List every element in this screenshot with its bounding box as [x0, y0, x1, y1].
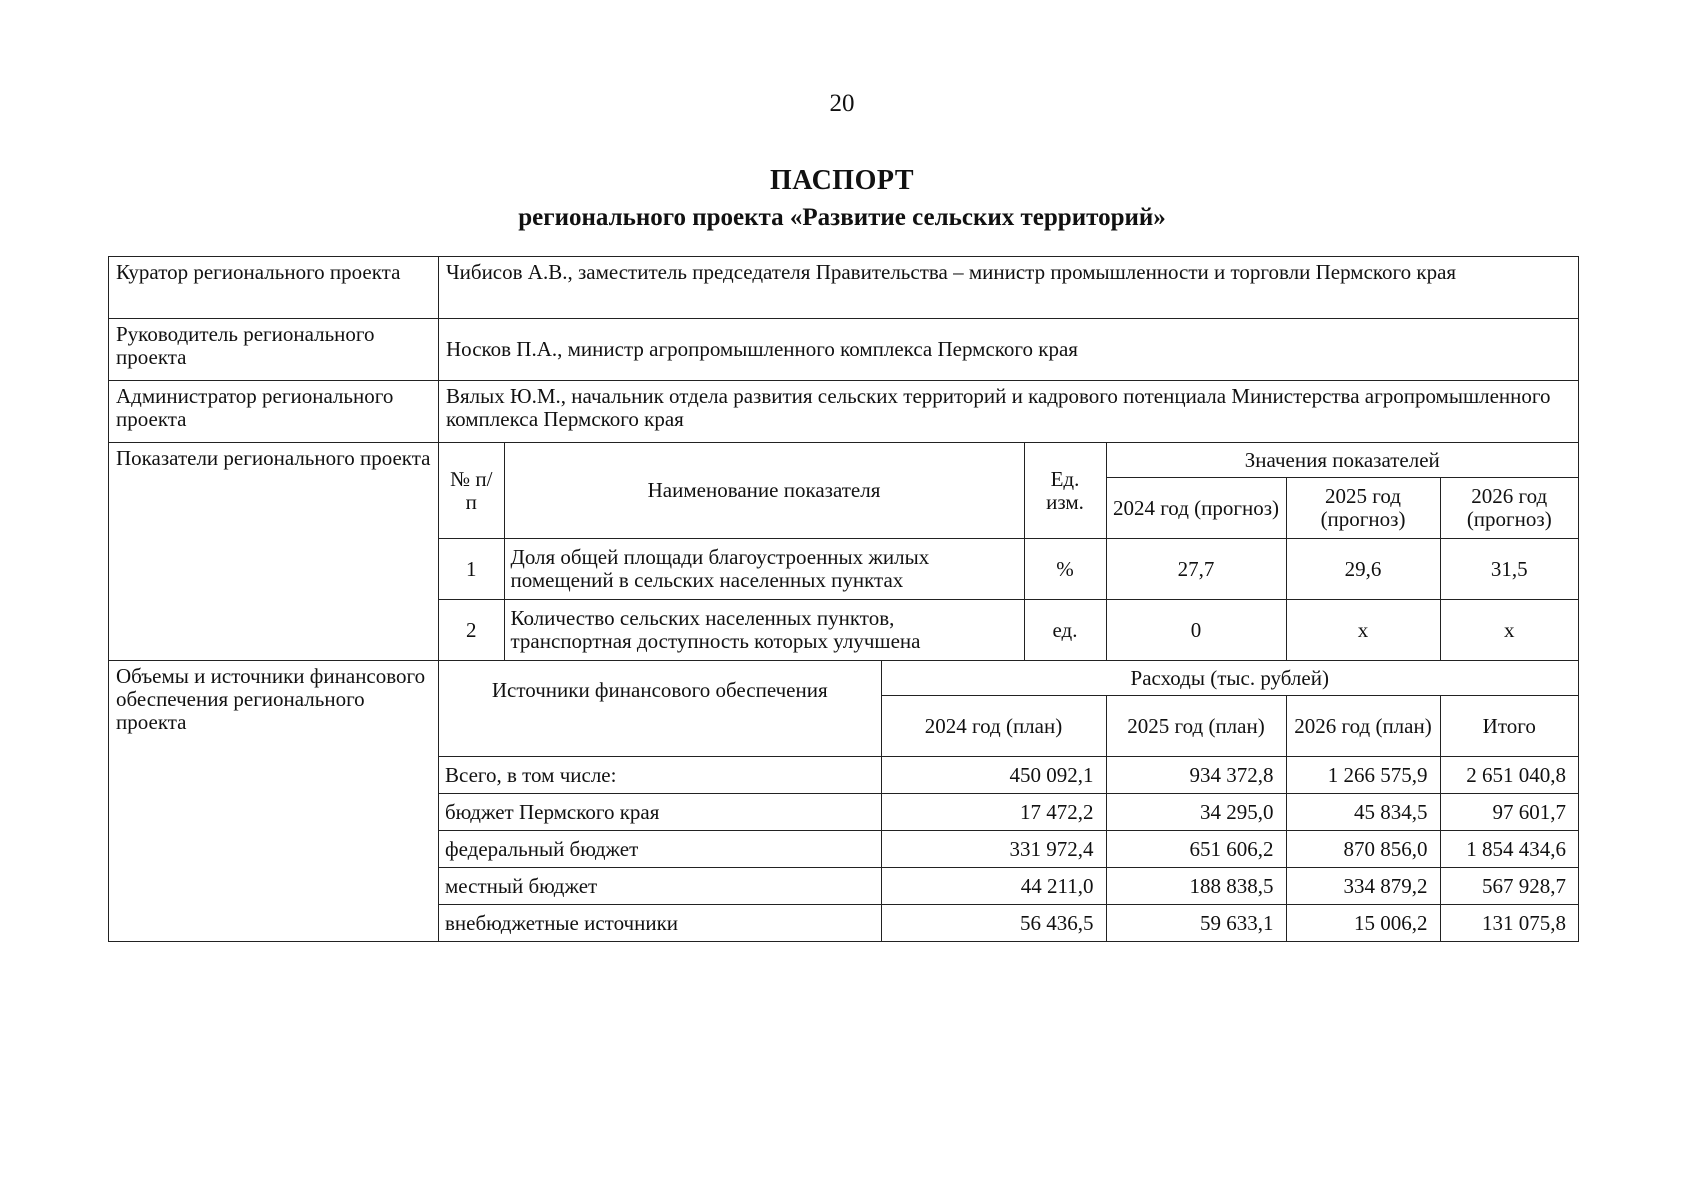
- finance-header-2024: 2024 год (план): [881, 696, 1106, 757]
- finance-table: [439, 661, 1578, 941]
- finance-source: местный бюджет: [439, 868, 881, 905]
- finance-value-2026: 1 266 575,9: [1286, 757, 1440, 794]
- indicators-row: [109, 443, 1579, 661]
- curator-value: Чибисов А.В., заместитель председателя Правительства – министр промышленности и торговли Пермского края: [439, 257, 1579, 319]
- indicators-header-year-2025: 2025 год (прогноз): [1286, 478, 1440, 539]
- finance-row: [109, 661, 1579, 942]
- document-title: ПАСПОРТ: [769, 165, 914, 196]
- finance-value-2024: 17 472,2: [881, 794, 1106, 831]
- indicator-value-2024: 27,7: [1106, 539, 1286, 600]
- finance-header-total: Итого: [1440, 696, 1578, 757]
- administrator-label: Администратор регионального проекта: [109, 381, 439, 443]
- indicator-value-2026: х: [1440, 600, 1578, 661]
- head-row: [109, 319, 1579, 381]
- indicator-value-2024: 0: [1106, 600, 1286, 661]
- finance-value-2025: 34 295,0: [1106, 794, 1286, 831]
- indicator-unit: ед.: [1024, 600, 1106, 661]
- finance-value-2024: 331 972,4: [881, 831, 1106, 868]
- indicator-num: 1: [439, 539, 504, 600]
- indicator-num: 2: [439, 600, 504, 661]
- finance-row-item: [439, 757, 1578, 794]
- finance-header-source: Источники финансового обеспечения: [439, 661, 881, 757]
- finance-value-2025: 651 606,2: [1106, 831, 1286, 868]
- passport-table: [108, 256, 1579, 942]
- head-value: Носков П.А., министр агропромышленного комплекса Пермского края: [439, 319, 1579, 381]
- indicators-header-values: Значения показателей: [1106, 443, 1578, 478]
- administrator-value: Вялых Ю.М., начальник отдела развития сельских территорий и кадрового потенциала Министерства агропромышленного комплекса Пермского края: [439, 381, 1579, 443]
- indicator-row: [439, 600, 1578, 661]
- curator-label: Куратор регионального проекта: [109, 257, 439, 319]
- finance-value-total: 567 928,7: [1440, 868, 1578, 905]
- indicator-name: Количество сельских населенных пунктов, транспортная доступность которых улучшена: [504, 600, 1024, 661]
- finance-value-total: 97 601,7: [1440, 794, 1578, 831]
- finance-value-2024: 56 436,5: [881, 905, 1106, 942]
- finance-header-2026: 2026 год (план): [1286, 696, 1440, 757]
- indicators-table: [439, 443, 1578, 660]
- finance-value-2026: 15 006,2: [1286, 905, 1440, 942]
- finance-value-total: 2 651 040,8: [1440, 757, 1578, 794]
- indicators-header-num: № п/п: [439, 443, 504, 539]
- page-number: 20: [829, 90, 855, 117]
- finance-value-2024: 450 092,1: [881, 757, 1106, 794]
- finance-value-2026: 45 834,5: [1286, 794, 1440, 831]
- document-subtitle: регионального проекта «Развитие сельских территорий»: [518, 204, 1166, 231]
- finance-value-total: 1 854 434,6: [1440, 831, 1578, 868]
- curator-row: [109, 257, 1579, 319]
- indicators-header-year-2026: 2026 год (прогноз): [1440, 478, 1578, 539]
- finance-value-2025: 59 633,1: [1106, 905, 1286, 942]
- finance-label: Объемы и источники финансового обеспечения регионального проекта: [109, 661, 439, 942]
- indicators-label: Показатели регионального проекта: [109, 443, 439, 661]
- finance-row-item: [439, 794, 1578, 831]
- indicator-unit: %: [1024, 539, 1106, 600]
- finance-cell: [439, 661, 1579, 942]
- indicators-header-year-2024: 2024 год (прогноз): [1106, 478, 1286, 539]
- indicator-name: Доля общей площади благоустроенных жилых помещений в сельских населенных пунктах: [504, 539, 1024, 600]
- finance-value-total: 131 075,8: [1440, 905, 1578, 942]
- finance-source: бюджет Пермского края: [439, 794, 881, 831]
- finance-header-expenses: Расходы (тыс. рублей): [881, 661, 1578, 696]
- indicators-cell: [439, 443, 1579, 661]
- indicators-header-name: Наименование показателя: [504, 443, 1024, 539]
- indicator-value-2026: 31,5: [1440, 539, 1578, 600]
- indicator-row: [439, 539, 1578, 600]
- finance-value-2025: 188 838,5: [1106, 868, 1286, 905]
- finance-source: федеральный бюджет: [439, 831, 881, 868]
- indicators-header-unit: Ед. изм.: [1024, 443, 1106, 539]
- finance-value-2024: 44 211,0: [881, 868, 1106, 905]
- finance-source: внебюджетные источники: [439, 905, 881, 942]
- finance-value-2026: 334 879,2: [1286, 868, 1440, 905]
- administrator-row: [109, 381, 1579, 443]
- finance-row-item: [439, 905, 1578, 942]
- finance-value-2026: 870 856,0: [1286, 831, 1440, 868]
- head-label: Руководитель регионального проекта: [109, 319, 439, 381]
- indicator-value-2025: х: [1286, 600, 1440, 661]
- finance-header-2025: 2025 год (план): [1106, 696, 1286, 757]
- finance-row-item: [439, 868, 1578, 905]
- finance-value-2025: 934 372,8: [1106, 757, 1286, 794]
- finance-source: Всего, в том числе:: [439, 757, 881, 794]
- finance-row-item: [439, 831, 1578, 868]
- indicator-value-2025: 29,6: [1286, 539, 1440, 600]
